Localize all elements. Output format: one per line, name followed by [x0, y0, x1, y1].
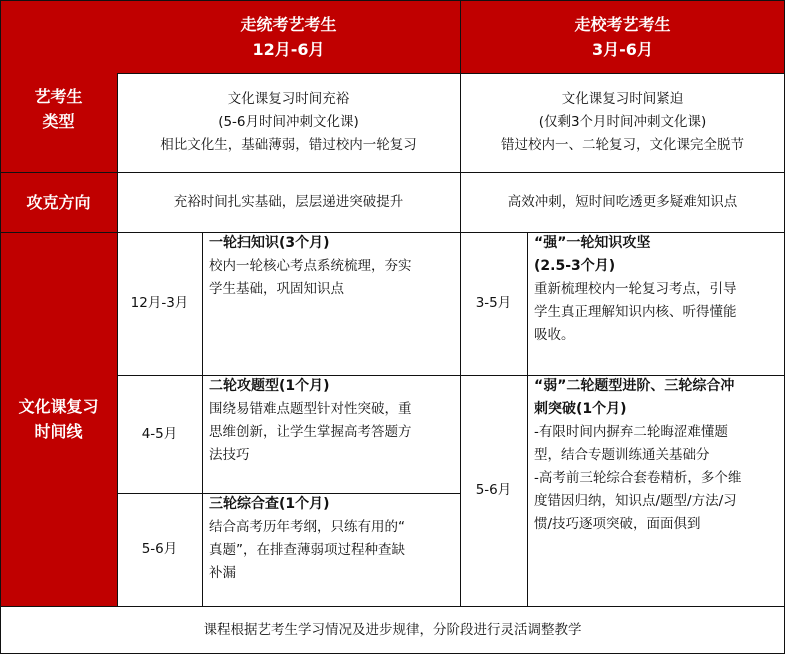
direction-col1-text: 充裕时间扎实基础，层层递进突破提升 — [173, 193, 404, 210]
footer-note-text: 课程根据艺考生学习情况及进步规律，分阶段进行灵活调整教学 — [203, 621, 582, 638]
stage3-line: 结合高考历年考纲，只练有用的“ — [209, 519, 405, 535]
stage3-line: 补漏 — [209, 565, 236, 581]
stage1-line: 学生基础，巩固知识点 — [209, 281, 344, 297]
grid-line — [117, 375, 785, 376]
row-label-type-line1: 艺考生 — [34, 86, 83, 106]
grid-line — [117, 73, 785, 74]
school-stage1-line: 重新梳理校内一轮复习考点，引导 — [534, 281, 737, 297]
stage3-line: 真题”，在排查薄弱项过程种查缺 — [209, 542, 405, 558]
stage3-period — [117, 493, 202, 606]
stage2-period — [117, 375, 202, 493]
header-col1-title: 走统考艺考生 — [240, 14, 337, 34]
stage2-detail — [202, 375, 460, 493]
type-col1-line: 文化课复习时间充裕 — [227, 91, 350, 107]
row-label-timeline-line2: 时间线 — [34, 422, 83, 441]
school-stage1-title: (2.5-3个月) — [534, 258, 616, 274]
school-stage2-line: 度错因归纳，知识点/题型/方法/习 — [534, 493, 737, 509]
grid-line — [117, 73, 118, 606]
row-label-type-line2: 类型 — [42, 111, 75, 131]
type-col1-line: (5-6月时间冲刺文化课) — [218, 114, 359, 130]
stage1-period-text: 12月-3月 — [130, 295, 189, 311]
stage3-detail — [202, 493, 460, 606]
footer-note — [0, 606, 785, 654]
grid-line — [0, 0, 785, 1]
school-stage2-period-text: 5-6月 — [475, 482, 512, 498]
grid-line — [117, 493, 460, 494]
school-stage2-line: -有限时间内摒弃二轮晦涩难懂题 — [534, 424, 728, 440]
header-col1 — [117, 0, 460, 73]
type-col2-line: 错过校内一、二轮复习，文化课完全脱节 — [501, 137, 744, 153]
type-col2 — [460, 73, 785, 172]
grid-line — [202, 232, 203, 606]
school-stage2-title: “弱”二轮题型进阶、三轮综合冲 — [534, 378, 735, 394]
school-stage2-period — [460, 375, 527, 606]
direction-col2-text: 高效冲刺，短时间吃透更多疑难知识点 — [507, 193, 738, 210]
type-col1-line: 相比文化生，基础薄弱，错过校内一轮复习 — [160, 137, 417, 153]
header-col2-period: 3月-6月 — [592, 39, 653, 59]
header-col2-title: 走校考艺考生 — [574, 14, 671, 34]
grid-line — [0, 606, 785, 607]
row-label-type — [0, 45, 117, 172]
direction-col2 — [460, 172, 785, 232]
school-stage1-line: 学生真正理解知识内核、听得懂能 — [534, 304, 737, 320]
school-stage1-detail — [527, 232, 785, 375]
school-stage2-title: 刺突破(1个月) — [534, 401, 627, 417]
type-col2-line: (仅剩3个月时间冲刺文化课) — [538, 114, 707, 130]
school-stage1-period-text: 3-5月 — [475, 295, 512, 311]
type-col1 — [117, 73, 460, 172]
row-label-direction — [0, 172, 117, 232]
row-label-timeline-line1: 文化课复习 — [18, 397, 99, 416]
school-stage1-period — [460, 232, 527, 375]
stage1-detail — [202, 232, 460, 375]
stage2-line: 思维创新，让学生掌握高考答题方 — [209, 424, 412, 440]
school-stage2-line: -高考前三轮综合套卷精析，多个维 — [534, 470, 742, 486]
stage3-period-text: 5-6月 — [141, 541, 178, 557]
grid-line — [0, 0, 1, 654]
school-stage2-line: 型，结合专题训练通关基础分 — [534, 447, 710, 463]
stage2-title: 二轮攻题型(1个月) — [209, 378, 330, 394]
stage1-period — [117, 232, 202, 375]
grid-line — [460, 0, 461, 606]
stage2-period-text: 4-5月 — [141, 425, 178, 442]
school-stage1-line: 吸收。 — [534, 327, 575, 343]
school-stage1-title: “强”一轮知识攻坚 — [534, 235, 651, 251]
stage2-line: 法技巧 — [209, 447, 250, 463]
row-label-direction-text: 攻克方向 — [26, 192, 91, 212]
grid-line — [527, 232, 528, 606]
stage1-title: 一轮扫知识(3个月) — [209, 235, 330, 251]
header-col1-period: 12月-6月 — [252, 39, 325, 59]
stage3-title: 三轮综合查(1个月) — [209, 496, 330, 512]
school-stage2-detail — [527, 375, 785, 606]
type-col2-line: 文化课复习时间紧迫 — [561, 91, 684, 107]
stage2-line: 围绕易错难点题型针对性突破，重 — [209, 401, 412, 417]
row-label-timeline — [0, 232, 117, 606]
header-col2 — [460, 0, 785, 73]
school-stage2-line: 惯/技巧逐项突破，面面俱到 — [534, 516, 701, 532]
stage1-line: 校内一轮核心考点系统梳理，夯实 — [209, 258, 412, 274]
direction-col1 — [117, 172, 460, 232]
